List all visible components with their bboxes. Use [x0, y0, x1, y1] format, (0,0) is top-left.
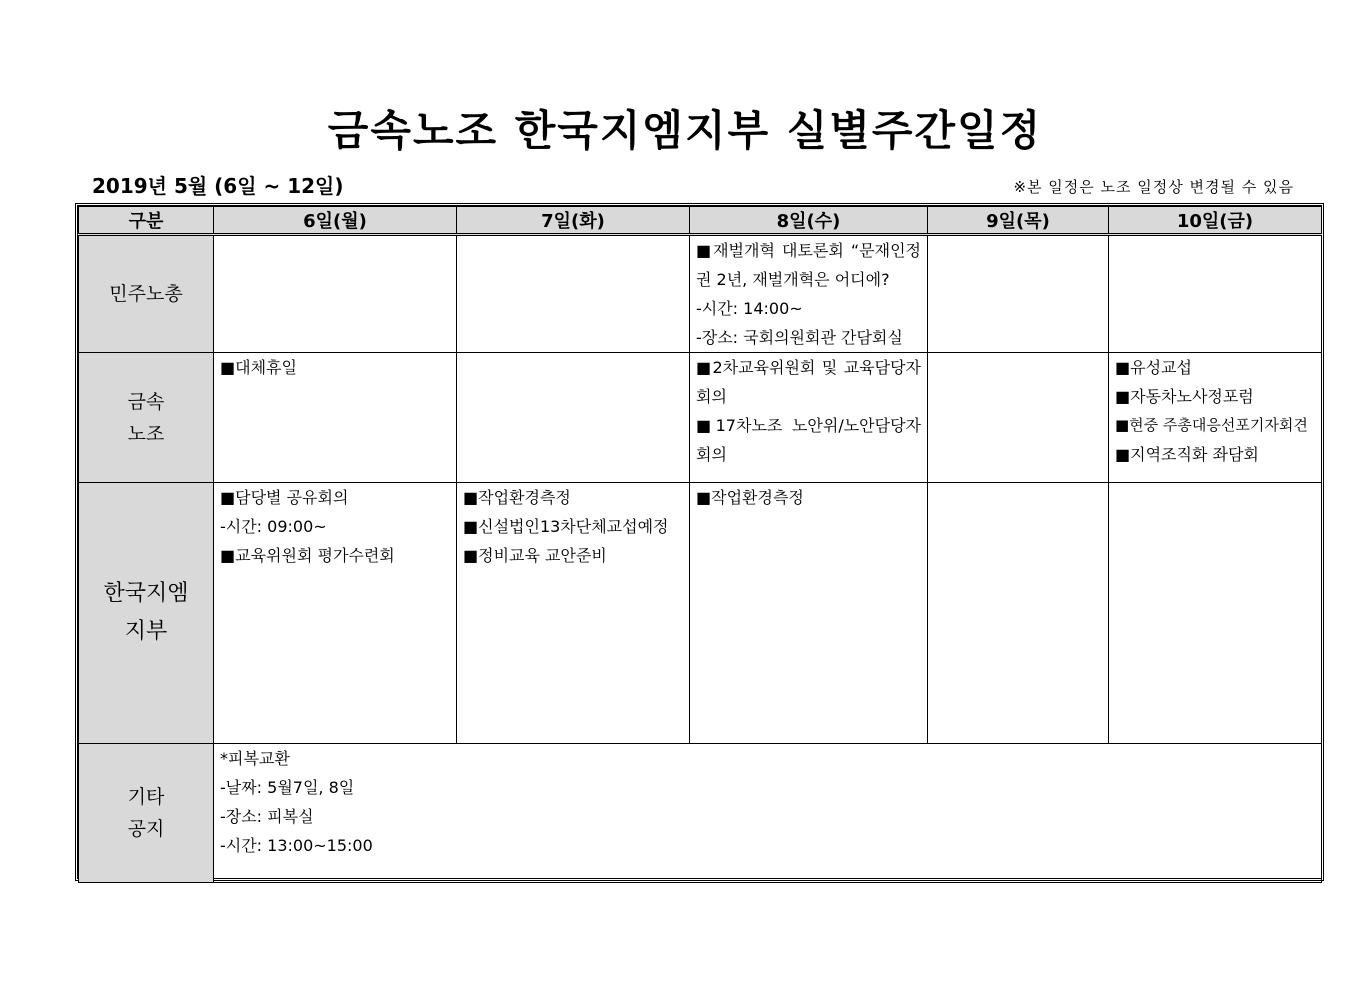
- cell-kctu-tue: [457, 235, 690, 353]
- cell-kmwu-wed: [690, 353, 928, 483]
- event-item: ■교육위원회 평가수련회: [220, 546, 395, 565]
- page-title: 금속노조 한국지엠지부 실별주간일정: [327, 106, 1043, 155]
- event-item: ■작업환경측정: [463, 488, 571, 507]
- row-category-gm-korea: [79, 483, 214, 744]
- schedule-period: 2019년 5월 (6일 ~ 12일): [92, 174, 344, 198]
- cell-gm-mon: [214, 483, 457, 744]
- notice-detail: -날짜: 5월7일, 8일: [220, 778, 355, 797]
- table-row: [79, 483, 1322, 744]
- category-label: 한국지엠: [103, 581, 189, 606]
- category-label: 공지: [127, 818, 165, 840]
- cell-kctu-wed: [690, 235, 928, 353]
- row-category-notice: [79, 744, 214, 883]
- event-item: ■자동차노사정포럼: [1115, 387, 1254, 406]
- event-detail: -시간: 09:00~: [220, 517, 327, 536]
- event-item: ■유성교섭: [1115, 358, 1192, 377]
- cell-gm-tue: [457, 483, 690, 744]
- header-day-thu: 9일(목): [928, 207, 1109, 235]
- category-label: 노조: [127, 422, 165, 445]
- schedule-table-frame: [75, 203, 1324, 881]
- header-row: [79, 207, 1322, 235]
- cell-notice: [214, 744, 1322, 883]
- event-item: ■17차노조 노안위/노안담당자회의: [696, 416, 921, 464]
- notice-detail: -시간: 13:00~15:00: [220, 836, 373, 855]
- event-item: ■2차교육위원회 및 교육담당자회의: [696, 358, 921, 406]
- event-item: ■신설법인13차단체교섭예정: [463, 517, 669, 536]
- cell-kmwu-thu: [928, 353, 1109, 483]
- event-detail: -장소: 국회의원회관 간담회실: [696, 328, 903, 347]
- header-day-wed: 8일(수): [690, 207, 928, 235]
- event-item: ■현중 주총대응선포기자회견: [1115, 416, 1308, 434]
- cell-kmwu-tue: [457, 353, 690, 483]
- header-day-tue: 7일(화): [457, 207, 690, 235]
- event-item: ■정비교육 교안준비: [463, 546, 607, 565]
- cell-kctu-mon: [214, 235, 457, 353]
- event-item: ■담당별 공유회의: [220, 488, 349, 507]
- event-item: ■작업환경측정: [696, 488, 804, 507]
- event-item: ■지역조직화 좌담회: [1115, 445, 1259, 464]
- row-category-kmwu: [79, 353, 214, 483]
- category-label: 금속: [127, 390, 165, 413]
- category-label: 기타: [127, 786, 165, 808]
- event-detail: -시간: 14:00~: [696, 299, 803, 318]
- cell-gm-fri: [1109, 483, 1322, 744]
- category-label: 민주노총: [109, 283, 183, 305]
- category-label: 지부: [124, 619, 168, 644]
- table-row: [79, 353, 1322, 483]
- cell-kctu-thu: [928, 235, 1109, 353]
- cell-kctu-fri: [1109, 235, 1322, 353]
- notice-detail: -장소: 피복실: [220, 807, 314, 826]
- row-category-kctu: [79, 235, 214, 353]
- cell-gm-thu: [928, 483, 1109, 744]
- event-item: ■대체휴일: [220, 358, 297, 377]
- change-notice: ※본 일정은 노조 일정상 변경될 수 있음: [1013, 178, 1294, 196]
- header-day-fri: 10일(금): [1109, 207, 1322, 235]
- header-day-mon: 6일(월): [214, 207, 457, 235]
- cell-kmwu-fri: [1109, 353, 1322, 483]
- notice-item: *피복교환: [220, 749, 290, 768]
- cell-kmwu-mon: [214, 353, 457, 483]
- event-item: ■재벌개혁 대토론회 “문재인정권 2년, 재벌개혁은 어디에?: [696, 241, 921, 289]
- cell-gm-wed: [690, 483, 928, 744]
- table-row: [79, 744, 1322, 883]
- table-row: [79, 235, 1322, 353]
- header-category: 구분: [79, 207, 214, 235]
- schedule-table: [78, 206, 1322, 883]
